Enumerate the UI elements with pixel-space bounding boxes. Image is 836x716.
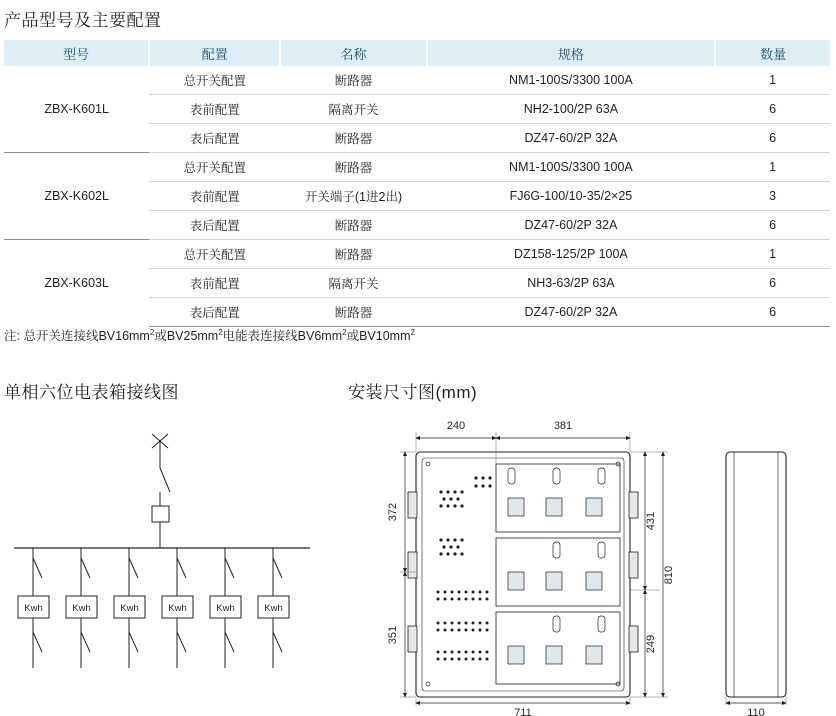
cell-name: 断路器 [280, 298, 426, 327]
cell-qty: 1 [715, 66, 830, 95]
cell-config: 表前配置 [149, 182, 280, 211]
isolator-blade-2 [81, 558, 90, 578]
note-mid3: 或BV10mm [346, 329, 411, 343]
cell-qty: 3 [715, 182, 830, 211]
meter-window-group-bottom [508, 646, 602, 664]
cell-name: 断路器 [280, 124, 426, 153]
dim-label-left-lower: 351 [387, 625, 399, 645]
cell-spec: FJ6G-100/10-35/2×25 [427, 182, 716, 211]
hinge-tab [408, 552, 417, 578]
table-head [4, 40, 830, 66]
cell-spec: DZ47-60/2P 32A [427, 124, 716, 153]
wiring-diagram-title: 单相六位电表箱接线图 [4, 383, 179, 402]
latch-tab [629, 626, 638, 652]
isolator-blade-4 [177, 558, 186, 578]
hinge-tab [408, 492, 417, 518]
cell-name: 开关端子(1进2出) [280, 182, 426, 211]
cell-config: 总开关配置 [149, 66, 280, 95]
cell-qty: 6 [715, 211, 830, 240]
main-switch-blade [160, 468, 170, 492]
cell-config: 总开关配置 [149, 240, 280, 269]
dim-label-right-total: 810 [663, 565, 675, 585]
cell-spec: NH2-100/2P 63A [427, 95, 716, 124]
meter-label: Kwh [120, 603, 139, 614]
cell-config: 表后配置 [149, 211, 280, 240]
page-title: 产品型号及主要配置 [4, 11, 162, 30]
cell-name: 隔离开关 [280, 269, 426, 298]
latch-tab [629, 552, 638, 578]
note-sup1: 2 [149, 327, 155, 337]
table-row [4, 153, 830, 182]
column-header-config: 配置 [149, 40, 280, 66]
cell-spec: NM1-100S/3300 100A [427, 66, 716, 95]
meter-label: Kwh [24, 603, 43, 614]
cell-name: 断路器 [280, 153, 426, 182]
panel-slot [598, 616, 605, 632]
outgoing-blade-3 [129, 632, 138, 652]
isolator-blade-6 [273, 558, 282, 578]
dim-label-right-lower: 249 [645, 634, 657, 654]
dim-label-side-width: 110 [747, 707, 765, 716]
note-sup3: 2 [342, 327, 347, 337]
cell-config: 总开关配置 [149, 153, 280, 182]
column-header-model: 型号 [4, 40, 149, 66]
cell-spec: NM1-100S/3300 100A [427, 153, 716, 182]
note-mid2: 电能表连接线BV6mm [222, 329, 343, 343]
isolator-blade-3 [129, 558, 138, 578]
panel-slot [598, 542, 605, 558]
note-prefix: 注: 总开关连接线BV16mm [4, 329, 150, 343]
meter-window-group-top [508, 498, 602, 516]
dim-label-top-right: 381 [553, 420, 573, 432]
spec-table [4, 40, 830, 327]
isolator-blade-5 [225, 558, 234, 578]
dim-label-bottom: 711 [514, 707, 532, 716]
cell-spec: NH3-63/2P 63A [427, 269, 716, 298]
note-sup4: 2 [410, 327, 415, 337]
column-header-name: 名称 [280, 40, 426, 66]
cell-name: 断路器 [280, 240, 426, 269]
note-mid1: 或BV25mm [154, 329, 219, 343]
cell-qty: 1 [715, 240, 830, 269]
cell-model: ZBX-K601L [44, 102, 109, 116]
meter-window-group-middle [508, 572, 602, 590]
meter-label: Kwh [216, 603, 235, 614]
cell-config: 表前配置 [149, 269, 280, 298]
column-header-spec: 规格 [427, 40, 716, 66]
meter-label: Kwh [72, 603, 91, 614]
wiring-diagram [0, 420, 340, 710]
meter-label: Kwh [264, 603, 283, 614]
table-row [4, 240, 830, 269]
isolator-blade-1 [33, 558, 42, 578]
outgoing-blade-2 [81, 632, 90, 652]
note-sup2: 2 [218, 327, 223, 337]
dim-label-right-upper: 431 [645, 511, 657, 531]
cell-spec: DZ47-60/2P 32A [427, 211, 716, 240]
cell-model: ZBX-K602L [4, 153, 149, 240]
cell-spec: DZ158-125/2P 100A [427, 240, 716, 269]
cell-qty: 6 [715, 124, 830, 153]
meter-label: Kwh [168, 603, 187, 614]
panel-slot [553, 542, 560, 558]
hinge-tab [408, 626, 417, 652]
cell-name: 隔离开关 [280, 95, 426, 124]
cell-name: 断路器 [280, 66, 426, 95]
outgoing-blade-6 [273, 632, 282, 652]
table-note [4, 326, 415, 344]
outgoing-blade-1 [33, 632, 42, 652]
table-row [4, 66, 830, 95]
cell-model: ZBX-K603L [4, 240, 149, 327]
table-header-row [4, 40, 830, 66]
column-header-qty: 数量 [715, 40, 830, 66]
cell-qty: 6 [715, 95, 830, 124]
cell-config: 表前配置 [149, 95, 280, 124]
latch-tab [629, 492, 638, 518]
cell-config: 表后配置 [149, 124, 280, 153]
cell-qty: 6 [715, 269, 830, 298]
dimension-diagram [348, 420, 836, 716]
outgoing-blade-4 [177, 632, 186, 652]
panel-slot [553, 616, 560, 632]
dimension-diagram-title: 安装尺寸图(mm) [348, 383, 478, 402]
side-view-outline [726, 452, 786, 697]
cell-spec: DZ47-60/2P 32A [427, 298, 716, 327]
meter-box-main [152, 506, 169, 522]
outgoing-blade-5 [225, 632, 234, 652]
table-body [4, 66, 830, 327]
cell-config: 表后配置 [149, 298, 280, 327]
cell-qty: 6 [715, 298, 830, 327]
panel-slot [508, 468, 515, 484]
cell-name: 断路器 [280, 211, 426, 240]
panel-slot [553, 468, 560, 484]
dim-label-top-left: 240 [446, 420, 466, 432]
panel-slot [598, 468, 605, 484]
cell-qty: 1 [715, 153, 830, 182]
dim-label-left-upper: 372 [387, 502, 399, 522]
